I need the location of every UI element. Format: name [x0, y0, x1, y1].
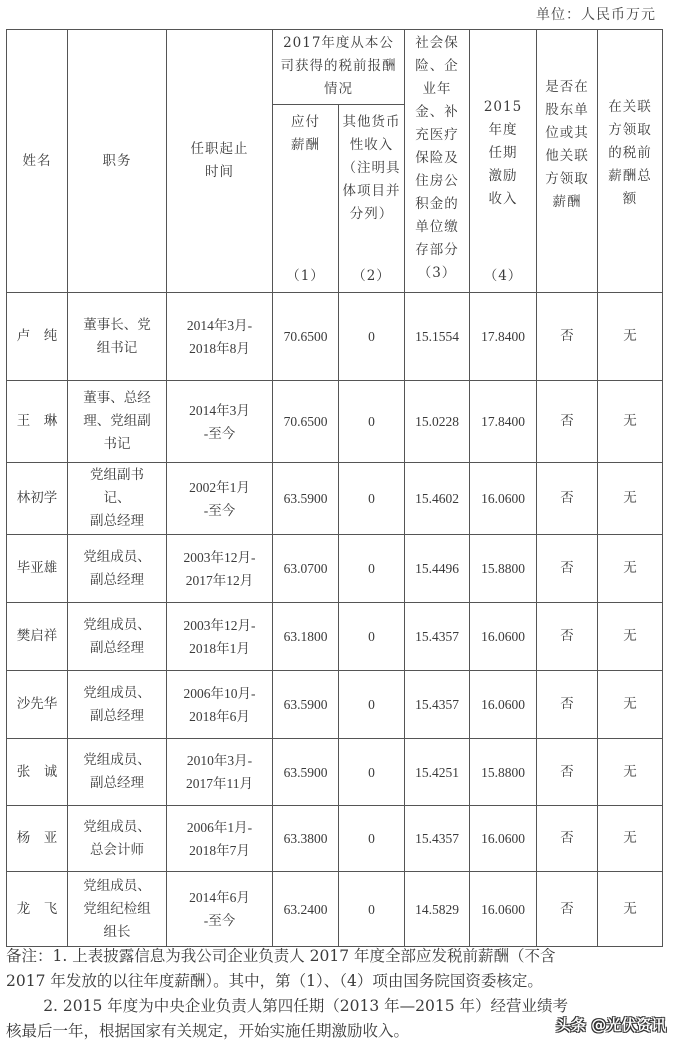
cell-payable-salary: 63.5900: [273, 463, 339, 535]
cell-other-income: 0: [339, 603, 405, 671]
cell-paid-by-shareholder: 否: [537, 872, 598, 947]
note-line-3: 2. 2015 年度为中央企业负责人第四任期（2013 年—2015 年）经营业绩考: [43, 997, 569, 1015]
header-social-insurance: 社会保 险、企 业年 金、补 充医疗 保险及 住房公 积金的 单位缴 存部分 （3）: [405, 30, 470, 293]
header-paid-by-shareholder: 是否在 股东单 位或其 他关联 方领取 薪酬: [537, 30, 598, 293]
cell-other-income: 0: [339, 293, 405, 381]
cell-related-party-total: 无: [598, 293, 663, 381]
cell-incentive-2015: 16.0600: [470, 872, 537, 947]
cell-other-income: 0: [339, 739, 405, 806]
cell-position: 党组成员、 副总经理: [68, 671, 167, 739]
cell-name: 张 诚: [7, 739, 68, 806]
cell-position: 党组成员、 副总经理: [68, 535, 167, 603]
header-2017-group: 2017年度从本公 司获得的税前报酬 情况: [273, 30, 405, 105]
cell-related-party-total: 无: [598, 671, 663, 739]
cell-position: 党组成员、 副总经理: [68, 603, 167, 671]
cell-social-insurance: 15.4357: [405, 806, 470, 872]
cell-incentive-2015: 15.8800: [470, 739, 537, 806]
cell-paid-by-shareholder: 否: [537, 463, 598, 535]
cell-payable-salary: 63.2400: [273, 872, 339, 947]
header-name: 姓名: [7, 30, 68, 293]
cell-related-party-total: 无: [598, 739, 663, 806]
cell-other-income: 0: [339, 671, 405, 739]
cell-term: 2003年12月- 2017年12月: [167, 535, 273, 603]
cell-payable-salary: 63.0700: [273, 535, 339, 603]
cell-other-income: 0: [339, 535, 405, 603]
unit-label: 单位：人民币万元: [536, 7, 656, 23]
cell-incentive-2015: 16.0600: [470, 463, 537, 535]
cell-incentive-2015: 15.8800: [470, 535, 537, 603]
cell-social-insurance: 14.5829: [405, 872, 470, 947]
cell-position: 党组成员、 总会计师: [68, 806, 167, 872]
cell-social-insurance: 15.4251: [405, 739, 470, 806]
header-other-income: 其他货币 性收入 （注明具 体项目并 分列） （2）: [339, 105, 405, 293]
cell-name: 樊启祥: [7, 603, 68, 671]
cell-social-insurance: 15.4602: [405, 463, 470, 535]
cell-payable-salary: 70.6500: [273, 293, 339, 381]
cell-position: 董事长、党 组书记: [68, 293, 167, 381]
note-line-1: 备注：1. 上表披露信息为我公司企业负责人 2017 年度全部应发税前薪酬（不含: [6, 947, 556, 965]
compensation-table: [6, 29, 663, 947]
table-row: [7, 739, 663, 806]
cell-name: 卢 纯: [7, 293, 68, 381]
cell-payable-salary: 63.5900: [273, 739, 339, 806]
cell-term: 2014年3月- 2018年8月: [167, 293, 273, 381]
cell-incentive-2015: 16.0600: [470, 806, 537, 872]
header-payable-salary: 应付 薪酬 （1）: [273, 105, 339, 293]
table-row: [7, 381, 663, 463]
cell-incentive-2015: 16.0600: [470, 603, 537, 671]
cell-position: 党组成员、 党组纪检组 组长: [68, 872, 167, 947]
cell-incentive-2015: 16.0600: [470, 671, 537, 739]
cell-name: 王 琳: [7, 381, 68, 463]
cell-incentive-2015: 17.8400: [470, 293, 537, 381]
cell-other-income: 0: [339, 463, 405, 535]
cell-term: 2006年10月- 2018年6月: [167, 671, 273, 739]
cell-paid-by-shareholder: 否: [537, 671, 598, 739]
cell-name: 龙 飞: [7, 872, 68, 947]
note-line-4: 核最后一年，根据国家有关规定，开始实施任期激励收入。: [6, 1022, 410, 1040]
cell-social-insurance: 15.1554: [405, 293, 470, 381]
cell-incentive-2015: 17.8400: [470, 381, 537, 463]
cell-social-insurance: 15.4357: [405, 603, 470, 671]
table-row: [7, 603, 663, 671]
note-line-2: 2017 年发放的以往年度薪酬）。其中，第（1）、（4）项由国务院国资委核定。: [6, 972, 543, 990]
cell-social-insurance: 15.4357: [405, 671, 470, 739]
table-row: [7, 872, 663, 947]
cell-term: 2010年3月- 2017年11月: [167, 739, 273, 806]
cell-name: 毕亚雄: [7, 535, 68, 603]
cell-other-income: 0: [339, 806, 405, 872]
cell-position: 党组成员、 副总经理: [68, 739, 167, 806]
cell-paid-by-shareholder: 否: [537, 381, 598, 463]
cell-position: 董事、总经 理、党组副 书记: [68, 381, 167, 463]
cell-payable-salary: 63.5900: [273, 671, 339, 739]
cell-paid-by-shareholder: 否: [537, 739, 598, 806]
header-position: 职务: [68, 30, 167, 293]
cell-name: 林初学: [7, 463, 68, 535]
cell-payable-salary: 70.6500: [273, 381, 339, 463]
cell-term: 2006年1月- 2018年7月: [167, 806, 273, 872]
table-row: [7, 671, 663, 739]
table-row: [7, 806, 663, 872]
cell-other-income: 0: [339, 872, 405, 947]
cell-social-insurance: 15.0228: [405, 381, 470, 463]
cell-related-party-total: 无: [598, 381, 663, 463]
watermark: 头条 @光伏资讯: [556, 1016, 667, 1034]
table-row: [7, 293, 663, 381]
header-term: 任职起止 时间: [167, 30, 273, 293]
cell-payable-salary: 63.3800: [273, 806, 339, 872]
cell-payable-salary: 63.1800: [273, 603, 339, 671]
cell-paid-by-shareholder: 否: [537, 293, 598, 381]
cell-social-insurance: 15.4496: [405, 535, 470, 603]
cell-name: 沙先华: [7, 671, 68, 739]
header-related-party-total: 在关联 方领取 的税前 薪酬总 额: [598, 30, 663, 293]
cell-term: 2014年6月 -至今: [167, 872, 273, 947]
cell-term: 2014年3月 -至今: [167, 381, 273, 463]
cell-other-income: 0: [339, 381, 405, 463]
header-incentive-2015: 2015 年度 任期 激励 收入 （4）: [470, 30, 537, 293]
cell-paid-by-shareholder: 否: [537, 806, 598, 872]
cell-term: 2003年12月- 2018年1月: [167, 603, 273, 671]
cell-paid-by-shareholder: 否: [537, 535, 598, 603]
cell-name: 杨 亚: [7, 806, 68, 872]
cell-related-party-total: 无: [598, 603, 663, 671]
cell-paid-by-shareholder: 否: [537, 603, 598, 671]
cell-position: 党组副书 记、 副总经理: [68, 463, 167, 535]
cell-related-party-total: 无: [598, 872, 663, 947]
cell-related-party-total: 无: [598, 806, 663, 872]
table-row: [7, 463, 663, 535]
cell-term: 2002年1月 -至今: [167, 463, 273, 535]
table-row: [7, 535, 663, 603]
cell-related-party-total: 无: [598, 463, 663, 535]
cell-related-party-total: 无: [598, 535, 663, 603]
